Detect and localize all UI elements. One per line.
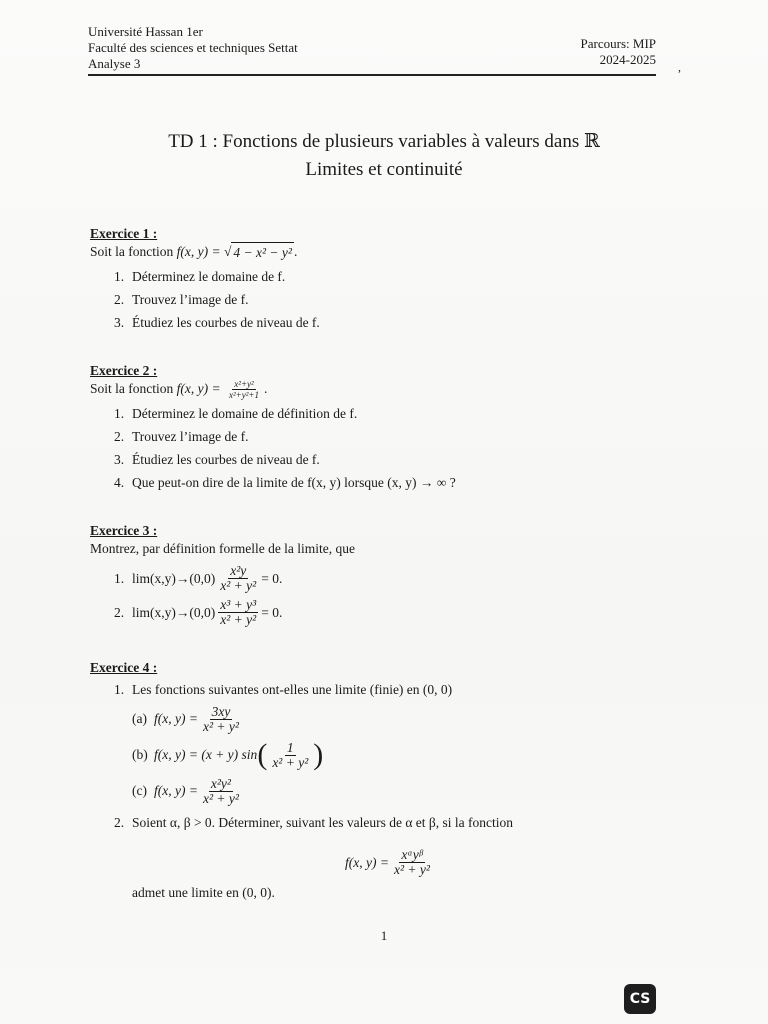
exercise-3-heading: Exercice 3 : [90,523,158,538]
list-item: 2. Soient α, β > 0. Déterminer, suivant les valeurs de α et β, si la fonction [114,815,513,830]
list-item: 1. Déterminez le domaine de définition de f. [114,406,358,422]
list-item: 1. Les fonctions suivantes ont-elles une limite (finie) en (0, 0) [114,682,453,697]
sub-item: (c) f(x, y) = $\frac{\text{x²y²}}{\text{x² + y²}}$ [132,775,239,806]
exercise-2-heading: Exercice 2 : [90,363,158,378]
exercise-4-heading: Exercice 4 : [90,660,158,675]
function-lhs: f(x, y) = [176,244,221,259]
exercise-1-heading: Exercice 1 : [90,226,158,241]
camscanner-logo-icon: CS [624,984,656,1014]
track-label: Parcours: MIP [580,36,656,51]
sub-item: (b) f(x, y) = (x + y) sin ( $\frac{1}{\text{x² + y²}}$ ) [132,738,324,771]
list-item: 2. lim(x,y)→(0,0) $\frac{\text{x³ + y³}}{\text{x² + y²}}$ = 0. [114,596,283,627]
title-line-1: TD 1 : Fonctions de plusieurs variables à valeurs dans ℝ [168,131,600,152]
page-number: 1 [380,928,388,943]
list-item: 2. Trouvez l’image de f. [114,429,249,445]
exercise-3-intro: Montrez, par définition formelle de la limite, que [90,541,356,556]
list-item: 4. Que peut-on dire de la limite de f(x, y) lorsque (x, y) → ∞ ? [114,475,456,491]
exercise-3-list [114,561,690,629]
exercise-4-list [114,678,690,701]
radicand: 4 − x² − y² [231,242,294,263]
exercise-4-list-2 [114,811,690,834]
exercise-1-list [114,265,690,334]
exercise-1-intro: Soit la fonction f(x, y) = √ 4 − x² − y² . [90,242,690,263]
exercise-4-sublist [132,701,690,809]
intro-text: Soit la fonction [90,244,174,259]
exercise-2-intro: Soit la fonction f(x, y) = $\frac{\text{x²+y²}}{\text{x²+y²+1}}$ . [90,379,268,401]
sqrt-expression: √ 4 − x² − y² [224,242,294,263]
list-item: 3. Étudiez les courbes de niveau de f. [114,315,320,330]
exercise-4-conclusion: admet une limite en (0, 0). [132,885,275,900]
course-name: Analyse 3 [88,56,141,71]
exercise-4 [90,659,690,901]
list-item: 3. Étudiez les courbes de niveau de f. [114,452,320,468]
exercise-2-list [114,402,690,494]
academic-year: 2024-2025 [599,52,656,67]
document-title [0,128,768,184]
faculty-name: Faculté des sciences et techniques Settat [88,40,298,55]
exercise-3 [90,522,690,629]
list-item: 2. Trouvez l’image de f. [114,292,249,307]
centered-formula: f(x, y) = $\frac{\text{xᵅyᵝ}}{\text{x² + y²}}$ [345,847,430,877]
track-block [581,36,656,68]
institution-block [88,24,298,72]
fraction: $\frac{\text{x²+y²}}{\text{x²+y²+1}}$ [228,379,260,401]
exercise-1 [90,225,690,334]
exercise-2 [90,362,690,494]
header-divider [88,74,656,76]
title-line-2: Limites et continuité [305,159,463,180]
list-item: 1. Déterminez le domaine de f. [114,269,286,284]
sub-item: (a) f(x, y) = $\frac{3xy}{\text{x² + y²}}$ [132,703,239,734]
university-name: Université Hassan 1er [88,24,203,39]
stray-mark: , [678,60,681,74]
list-item: 1. lim(x,y)→(0,0) $\frac{\text{x²y}}{\text{x² + y²}}$ = 0. [114,562,283,593]
